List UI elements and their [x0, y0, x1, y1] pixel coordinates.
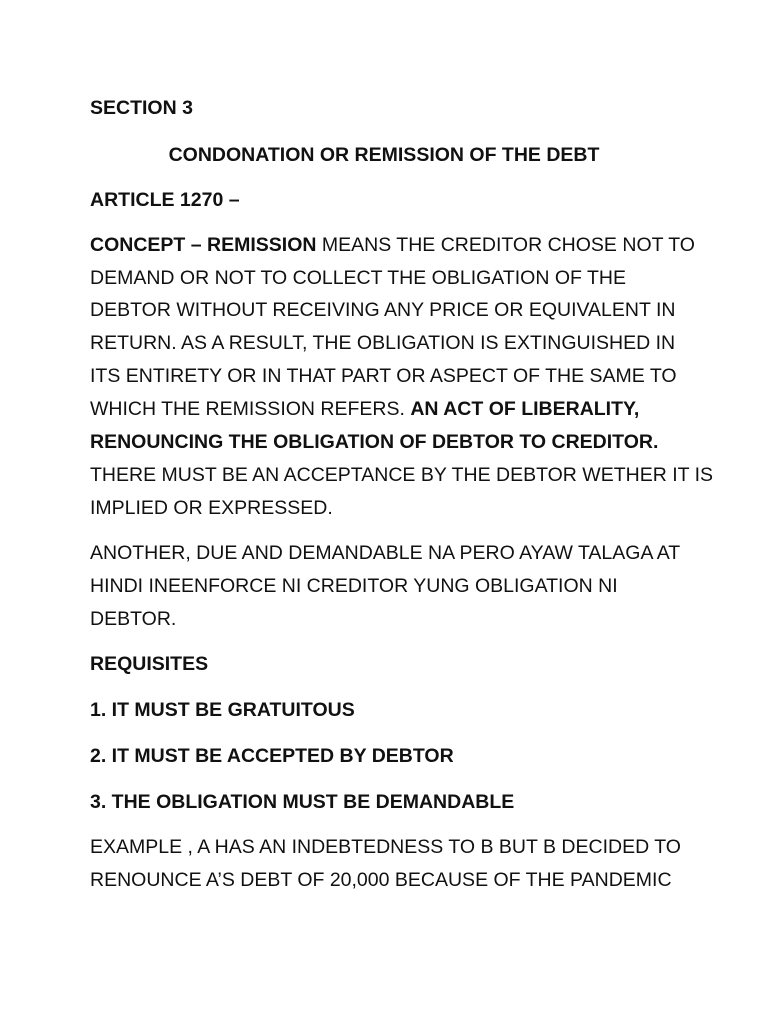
concept-line-2: DEMAND OR NOT TO COLLECT THE OBLIGATION OF THE: [90, 267, 626, 289]
article-heading: ARTICLE 1270 –: [90, 189, 240, 211]
concept-line-7: RENOUNCING THE OBLIGATION OF DEBTOR TO CREDITOR.: [90, 431, 659, 453]
concept-line-9: IMPLIED OR EXPRESSED.: [90, 497, 333, 519]
another-line-2: HINDI INEENFORCE NI CREDITOR YUNG OBLIGATION NI: [90, 575, 618, 597]
concept-line-8: THERE MUST BE AN ACCEPTANCE BY THE DEBTOR WETHER IT IS: [90, 464, 714, 486]
example-line-1: EXAMPLE , A HAS AN INDEBTEDNESS TO B BUT B DECIDED TO: [90, 836, 681, 858]
concept-line-6-bold: AN ACT OF LIBERALITY,: [410, 398, 640, 420]
document-title: CONDONATION OR REMISSION OF THE DEBT: [168, 144, 600, 166]
concept-line-6-plain: WHICH THE REMISSION REFERS.: [90, 398, 411, 420]
another-line-3: DEBTOR.: [90, 608, 177, 630]
requisite-item: 2. IT MUST BE ACCEPTED BY DEBTOR: [90, 745, 454, 767]
concept-line-4: RETURN. AS A RESULT, THE OBLIGATION IS EXTINGUISHED IN: [90, 332, 676, 354]
concept-line-1-rest: MEANS THE CREDITOR CHOSE NOT TO: [316, 234, 695, 256]
another-line-1: ANOTHER, DUE AND DEMANDABLE NA PERO AYAW TALAGA AT: [90, 542, 681, 564]
concept-lead: CONCEPT – REMISSION: [90, 234, 317, 256]
requisites-heading: REQUISITES: [90, 653, 209, 675]
concept-line-6: [90, 397, 639, 421]
example-line-2: RENOUNCE A’S DEBT OF 20,000 BECAUSE OF THE PANDEMIC: [90, 869, 672, 891]
concept-line-3: DEBTOR WITHOUT RECEIVING ANY PRICE OR EQUIVALENT IN: [90, 299, 676, 321]
concept-line-1: [90, 233, 695, 257]
concept-line-5: ITS ENTIRETY OR IN THAT PART OR ASPECT OF THE SAME TO: [90, 365, 677, 387]
section-heading: SECTION 3: [90, 97, 193, 119]
requisite-item: 3. THE OBLIGATION MUST BE DEMANDABLE: [90, 791, 515, 813]
requisite-item: 1. IT MUST BE GRATUITOUS: [90, 699, 355, 721]
